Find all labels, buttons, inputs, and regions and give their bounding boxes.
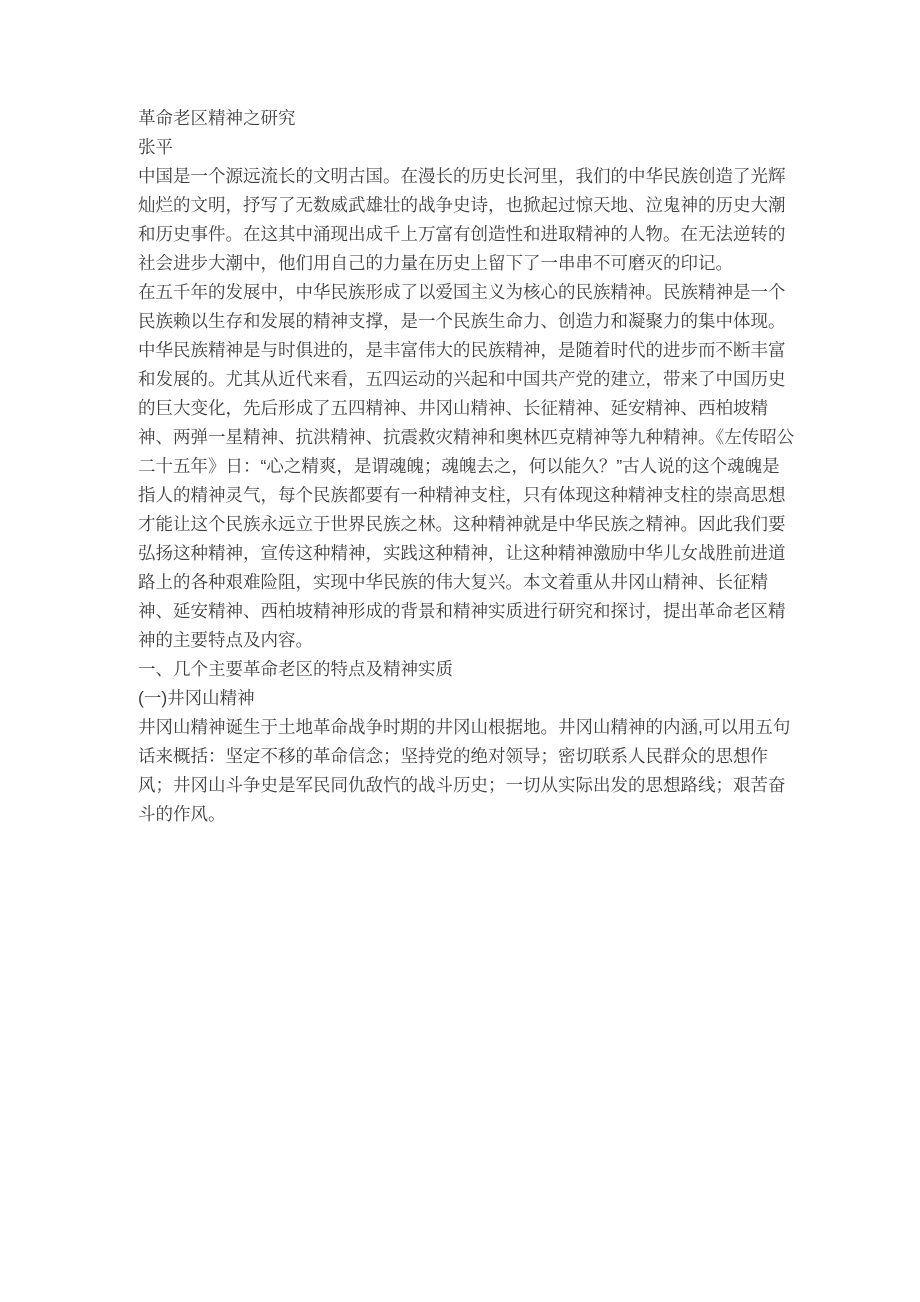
intro-paragraph: 中国是一个源远流长的文明古国。在漫长的历史长河里，我们的中华民族创造了光辉灿烂的文明，抒写了无数威武雄壮的战争史诗，也掀起过惊天地、泣鬼神的历史大潮和历史事件。在这其中涌现出成千上万富有创造性和进取精神的人物。在无法逆转的社会进步大潮中，他们用自己的力量在历史上留下了一串串不可磨灭的印记。 [138,166,786,273]
jinggangshan-spirit-paragraph: 井冈山精神诞生于土地革命战争时期的井冈山根据地。井冈山精神的内涵,可以用五句话来概括：坚定不移的革命信念；坚持党的绝对领导；密切联系人民群众的思想作风；井冈山斗争史是军民同仇敌忾的战斗历史；一切从实际出发的思想路线；艰苦奋斗的作风。 [138,717,791,824]
document-title: 革命老区精神之研究 [138,108,296,128]
document-author: 张平 [138,137,173,157]
national-spirit-paragraph: 在五千年的发展中，中华民族形成了以爱国主义为核心的民族精神。民族精神是一个民族赖以生存和发展的精神支撑，是一个民族生命力、创造力和凝聚力的集中体现。中华民族精神是与时俱进的，是丰富伟大的民族精神，是随着时代的进步而不断丰富和发展的。尤其从近代来看，五四运动的兴起和中国共产党的建立，带来了中国历史的巨大变化，先后形成了五四精神、井冈山精神、长征精神、延安精神、西柏坡精神、两弹一星精神、抗洪精神、抗震救灾精神和奥林匹克精神等九种精神。《左传昭公二十五年》日：“心之精爽，是谓魂魄；魂魄去之，何以能久？”古人说的这个魂魄是指人的精神灵气，每个民族都要有一种精神支柱，只有体现这种精神支柱的崇高思想才能让这个民族永远立于世界民族之林。这种精神就是中华民族之精神。因此我们要弘扬这种精神，宣传这种精神，实践这种精神，让这种精神激励中华儿女战胜前进道路上的各种艰难险阻，实现中华民族的伟大复兴。本文着重从井冈山精神、长征精神、延安精神、西柏坡精神形成的背景和精神实质进行研究和探讨，提出革命老区精神的主要特点及内容。 [138,282,795,650]
document-page [138,104,796,829]
section-heading: 一、几个主要革命老区的特点及精神实质 [138,659,453,679]
subsection-heading: (一)井冈山精神 [138,688,255,708]
